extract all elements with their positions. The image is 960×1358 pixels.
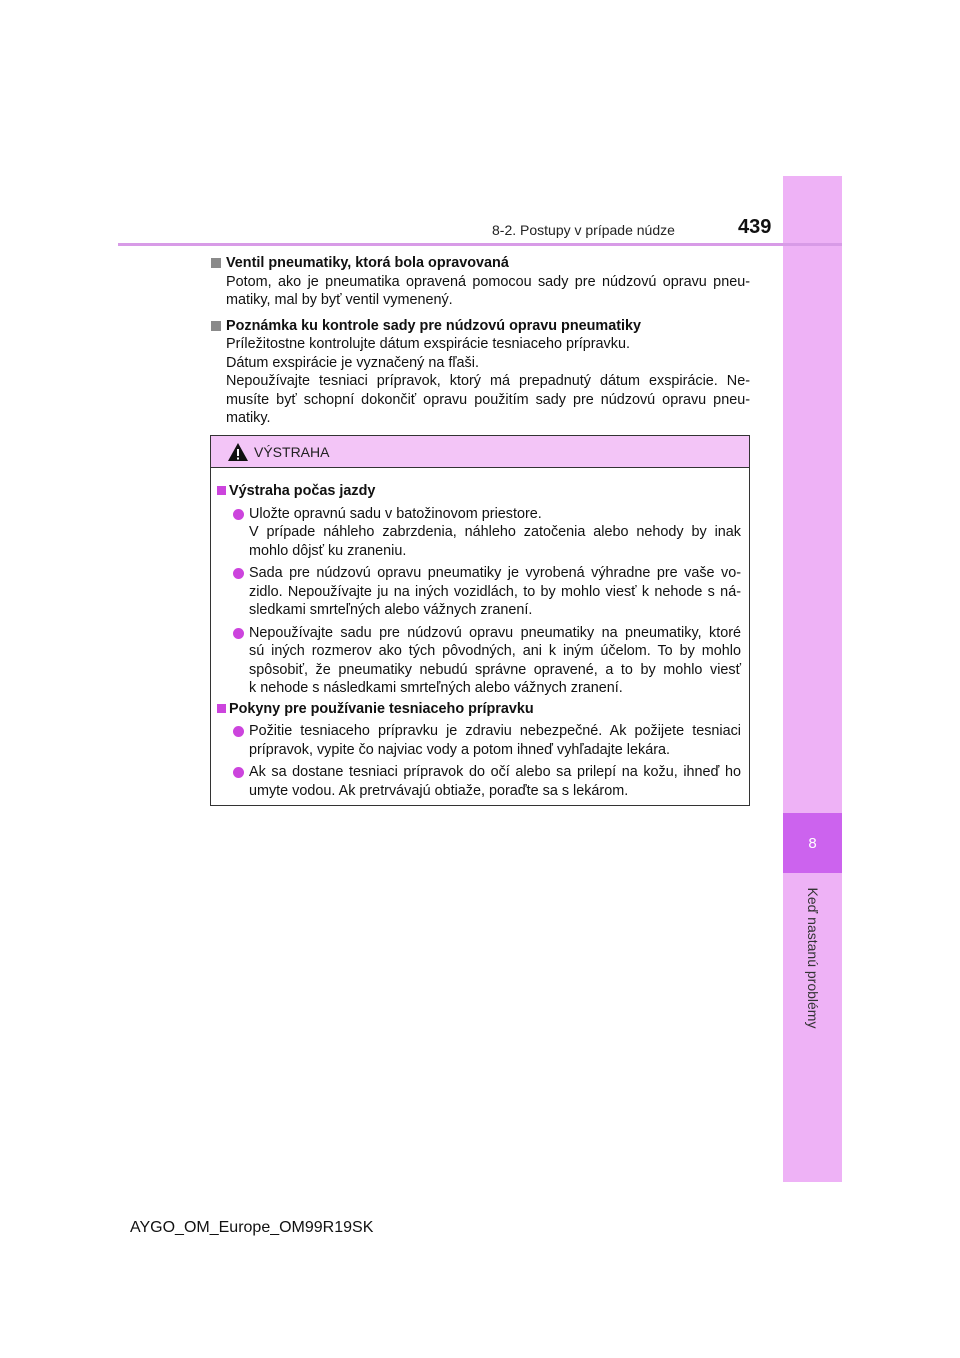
round-bullet-icon [233,628,244,639]
warning-header [211,436,749,468]
text-line: sledkami smrteľných alebo vážnych zranení. [249,602,533,618]
text-line: musíte byť schopní dokončiť opravu použitím sady pre núdzovú opravu pneu- [226,391,750,408]
text-line: Uložte opravnú sadu v batožinovom priestore. [249,505,542,522]
round-bullet-icon [233,767,244,778]
square-bullet-icon [217,486,226,495]
warning-box [210,435,750,806]
page-number: 439 [738,216,772,238]
square-bullet-icon [211,321,221,331]
text-line: sú iných rozmerov ako tých pôvodných, ani k iným účelom. To by mohlo [249,643,741,659]
text-line: umyte vodou. Ak pretrvávajú obtiaže, poraďte sa s lekárom. [249,782,629,799]
warning-bullet [217,505,741,561]
heading-valve [210,254,750,273]
warning-bullet [217,722,741,759]
chapter-number-badge: 8 [783,813,842,873]
text-line: spôsobiť, že pneumatiky nebudú správne opravené, a to by mohlo viesť [249,661,741,678]
text-line: matiky. [226,410,271,426]
text-line: Nepoužívajte sadu pre núdzovú opravu pneumatiky na pneumatiky, ktoré [249,624,741,641]
heading-text: Poznámka ku kontrole sady pre núdzovú opravu pneumatiky [226,317,642,334]
text-line: Sada pre núdzovú opravu pneumatiky je vyrobená výhradne pre vaše vo- [249,565,741,581]
square-bullet-icon [217,704,226,713]
heading-text: Výstraha počas jazdy [229,483,376,499]
text-line: matiky, mal by byť ventil vymenený. [226,292,453,308]
text-line: Potom, ako je pneumatika opravená pomocou sady pre núdzovú opravu pneu- [226,273,750,290]
warning-bullet [217,624,741,698]
chapter-label: Keď nastanú problémy [805,887,821,1029]
heading-text: Ventil pneumatiky, ktorá bola opravovaná [226,255,509,271]
paragraph-kit-check [210,335,750,428]
warning-bullet [217,763,741,800]
text-line: Príležitostne kontrolujte dátum exspirácie tesniaceho prípravku. [226,336,630,352]
text-line: prípravok, vypite čo najviac vody a potom ihneď vyhľadajte lekára. [249,741,670,758]
text-line: V prípade náhleho zabrzdenia, náhleho zatočenia alebo nehody by inak [249,524,741,540]
text-line: Dátum exspirácie je vyznačený na fľaši. [226,354,479,371]
square-bullet-icon [211,258,221,268]
text-line: mohlo dôjsť ku zraneniu. [249,542,407,559]
text-line: Ak sa dostane tesniaci prípravok do očí alebo sa prilepí na kožu, ihneď ho [249,764,741,780]
section-title: 8-2. Postupy v prípade núdze [492,222,675,238]
main-content [210,254,750,428]
warning-label: VÝSTRAHA [254,444,330,460]
chapter-side-tab [783,176,842,1182]
text-line: Nepoužívajte tesniaci prípravok, ktorý má prepadnutý dátum exspirácie. Ne- [226,373,750,389]
round-bullet-icon [233,726,244,737]
warning-triangle-icon [227,442,249,462]
paragraph-valve [210,273,750,310]
heading-text: Pokyny pre používanie tesniaceho prípravku [229,700,534,717]
footer-doc-id: AYGO_OM_Europe_OM99R19SK [130,1219,374,1236]
text-line: zidlo. Nepoužívajte ju na iných vozidlách, to by mohlo viesť k nehode s ná- [249,583,741,600]
text-line: Požitie tesniaceho prípravku je zdraviu nebezpečné. Ak požijete tesniaci [249,723,741,739]
round-bullet-icon [233,568,244,579]
text-line: k nehode s následkami smrteľných alebo vážnych zranení. [249,680,623,696]
heading-kit-check [210,317,750,336]
warning-heading-sealant [217,700,741,719]
warning-heading-driving [217,482,741,501]
round-bullet-icon [233,509,244,520]
header-rule [118,243,842,246]
warning-bullet [217,564,741,620]
warning-body [211,468,749,800]
